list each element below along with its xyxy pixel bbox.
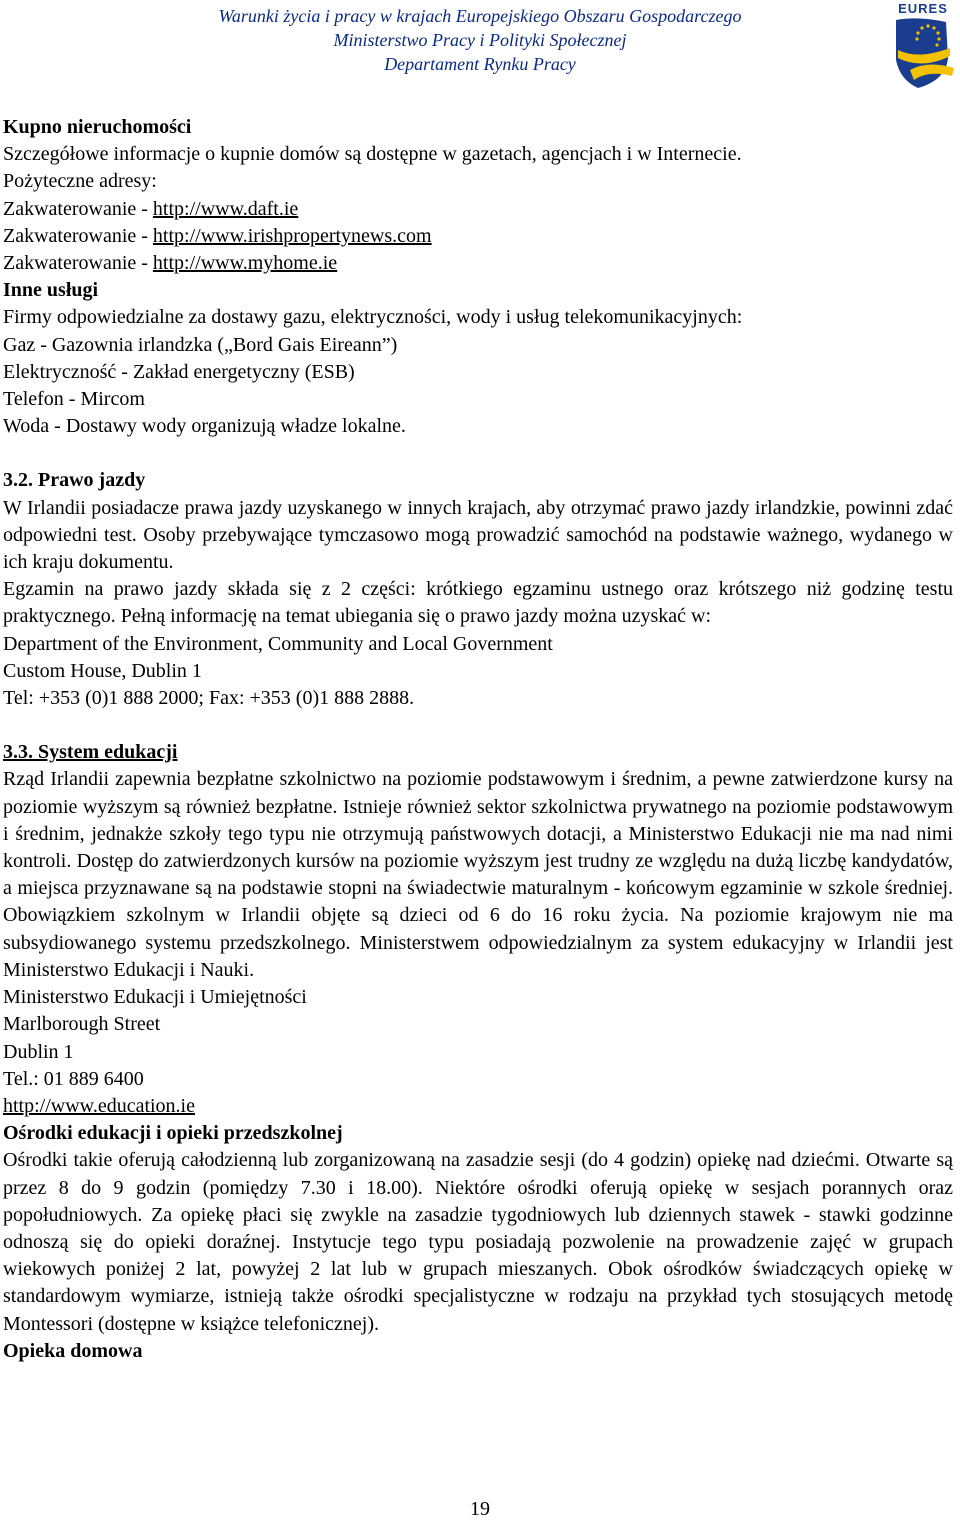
eures-logo-text: EURES — [898, 1, 948, 16]
preschool-heading: Ośrodki edukacji i opieki przedszkolnej — [3, 1122, 343, 1145]
link-line-irishpropertynews — [3, 223, 953, 250]
page-header — [150, 4, 810, 76]
license-address-line: Custom House, Dublin 1 — [3, 659, 202, 682]
services-line: Gaz - Gazownia irlandzka („Bord Gais Eireann”) — [3, 333, 398, 356]
link-prefix: Zakwaterowanie - — [3, 197, 153, 220]
irishpropertynews-link[interactable]: http://www.irishpropertynews.com — [152, 224, 432, 247]
link-line-myhome — [3, 250, 953, 277]
services-line: Elektryczność - Zakład energetyczny (ESB) — [3, 360, 355, 383]
link-prefix: Zakwaterowanie - — [3, 224, 153, 247]
education-heading-text: 3.3. System edukacji — [3, 741, 178, 764]
services-line: Telefon - Mircom — [3, 388, 145, 411]
license-paragraph-1: W Irlandii posiadacze prawa jazdy uzyskanego w innych krajach, aby otrzymać prawo jazdy irlandzkie, powinni zdać odpowiedni test. Osoby przebywające tymczasowo mogą prowadzić samochód na podstawie ważnego, wydanego w ich kraju dokumentu. — [3, 496, 953, 574]
education-paragraph: Rząd Irlandii zapewnia bezpłatne szkolnictwo na poziomie podstawowym i średnim, a pewne zatwierdzone kursy na poziomie wyższym są również bezpłatne. Istnieje również sektor szkolnictwa prywatnego na poziomie podstawowym i średnim, jednakże szkoły tego typu nie otrzymują państwowych dotacji, a Ministerstwo Edukacji nie ma nad nimi kontroli. Dostęp do zatwierdzonych kursów na poziomie wyższym jest trudny ze względu na dużą liczbę kandydatów, a miejsca przyznawane są na podstawie stopni na świadectwie maturalnym - końcowym egzaminie w szkole średniej. Obowiązkiem szkolnym w Irlandii objęte są dzieci od 6 do 16 roku życia. Na poziomie krajowym nie ma subsydiowanego systemu przedszkolnego. Ministerstwem odpowiedzialnym za system edukacyjny w Irlandii jest Ministerstwo Edukacji i Nauki. — [3, 768, 953, 981]
purchase-text: Szczegółowe informacje o kupnie domów są dostępne w gazetach, agencjach i w Internecie. — [3, 143, 742, 166]
education-address-line: Marlborough Street — [3, 1013, 161, 1036]
license-address-line: Tel: +353 (0)1 888 2000; Fax: +353 (0)1 888 2888. — [3, 687, 415, 710]
page-number: 19 — [470, 1498, 490, 1520]
link-line-daft — [3, 196, 953, 223]
header-department: Departament Rynku Pracy — [384, 54, 576, 74]
education-address-line: Dublin 1 — [3, 1040, 74, 1063]
education-address-line: Tel.: 01 889 6400 — [3, 1067, 144, 1090]
spacer — [3, 712, 953, 739]
license-paragraph-2: Egzamin na prawo jazdy składa się z 2 części: krótkiego egzaminu ustnego oraz krótszego niż godzinę testu praktycznego. Pełną informację na temat ubiegania się o prawo jazdy można uzyskać w: — [3, 578, 953, 628]
education-address-line: Ministerstwo Edukacji i Umiejętności — [3, 986, 307, 1009]
daft-link[interactable]: http://www.daft.ie — [152, 197, 299, 220]
home-care-heading: Opieka domowa — [3, 1339, 143, 1362]
license-address-line: Department of the Environment, Community and Local Government — [3, 632, 553, 655]
document-body — [3, 114, 953, 1365]
services-line: Woda - Dostawy wody organizują władze lokalne. — [3, 415, 406, 438]
header-ministry: Ministerstwo Pracy i Polityki Społecznej — [333, 30, 627, 50]
education-url-line — [3, 1093, 953, 1120]
purchase-heading: Kupno nieruchomości — [3, 116, 192, 138]
header-title: Warunki życia i pracy w krajach Europejskiego Obszaru Gospodarczego — [218, 6, 742, 26]
useful-addresses-label: Pożyteczne adresy: — [3, 170, 157, 193]
link-prefix: Zakwaterowanie - — [3, 252, 153, 275]
license-heading: 3.2. Prawo jazdy — [3, 469, 146, 492]
spacer — [3, 440, 953, 467]
preschool-paragraph: Ośrodki takie oferują całodzienną lub zorganizowaną na zasadzie sesji (do 4 godzin) opiekę nad dziećmi. Otwarte są przez 8 do 9 godzin (pomiędzy 7.30 i 18.00). Niektóre ośrodki oferują opiekę w sesjach porannych oraz popołudniowych. Za opiekę płaci się zwykle na zasadzie tygodniowych lub dziennych stawek - stawki godzinne odnoszą się do opieki doraźnej. Instytucje tego typu posiadają pozwolenie na prowadzenie zajęć w grupach wiekowych poniżej 2 lat, powyżej 2 lat lub w grupach mieszanych. Obok ośrodków świadczących opiekę w standardowym wymiarze, istnieją także ośrodki specjalistyczne w rodzaju na przykład tych stosujących metodę Montessori (dostępne w książce telefonicznej). — [3, 1149, 953, 1335]
eures-logo — [888, 0, 958, 92]
services-line: Firmy odpowiedzialne za dostawy gazu, elektryczności, wody i usług telekomunikacyjnych: — [3, 306, 743, 329]
myhome-link[interactable]: http://www.myhome.ie — [152, 252, 338, 275]
services-heading: Inne usługi — [3, 279, 99, 302]
education-heading — [3, 739, 953, 766]
education-link[interactable]: http://www.education.ie — [3, 1094, 195, 1117]
